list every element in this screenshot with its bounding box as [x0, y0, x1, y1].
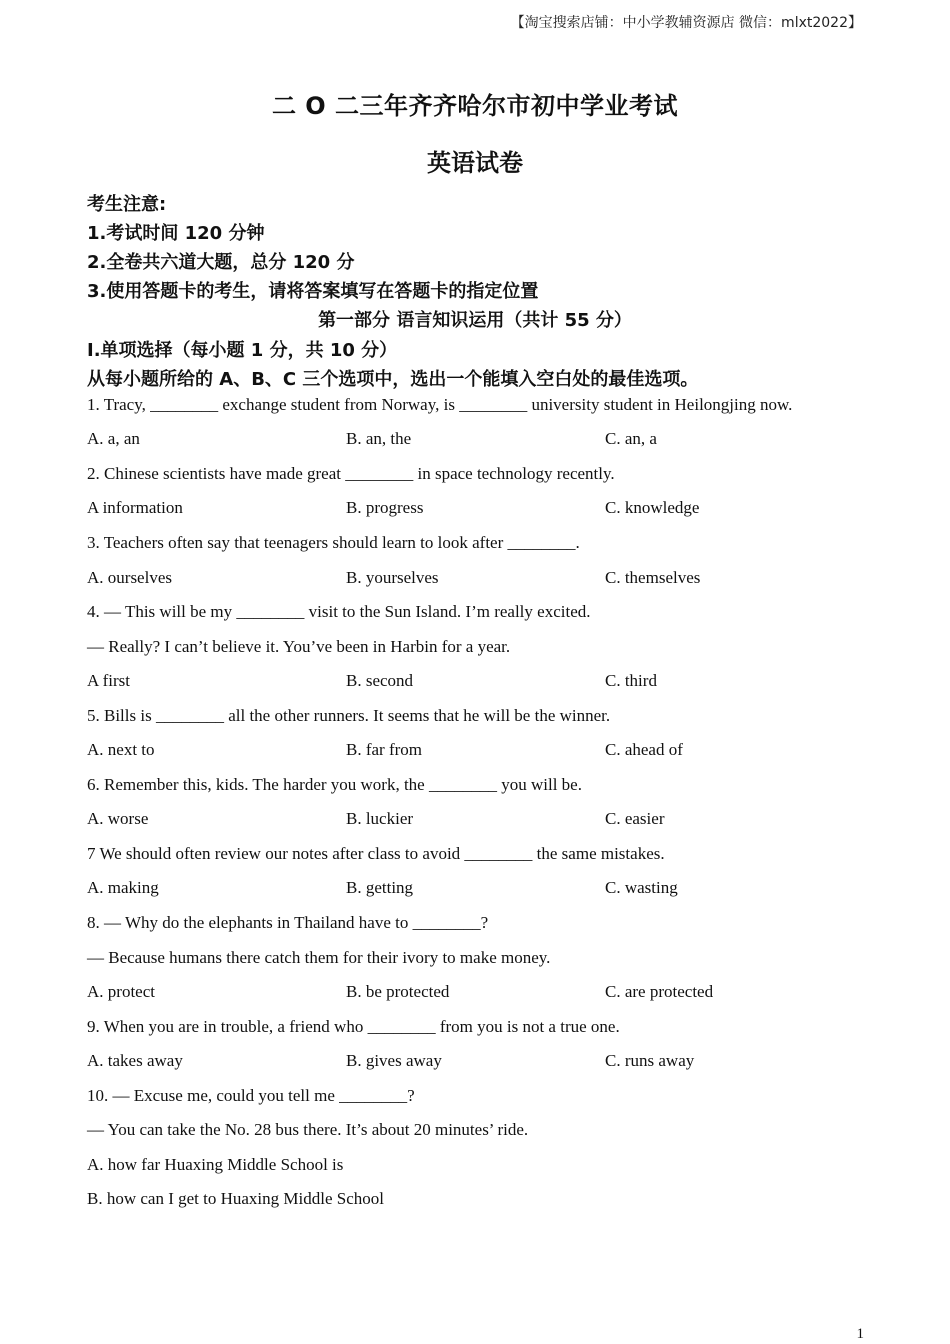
header-note: 【淘宝搜索店铺：中小学教辅资源店 微信：mlxt2022】 [510, 15, 862, 31]
option-a: A. worse [87, 809, 149, 828]
option-b: B. an, the [346, 429, 412, 448]
question-stem-response: — Really? I can’t believe it. You’ve been in Harbin for a year. [87, 637, 511, 656]
question-stem: 9. When you are in trouble, a friend who ________ from you is not a true one. [87, 1017, 620, 1036]
question-stem: 4. — This will be my ________ visit to the Sun Island. I’m really excited. [87, 602, 591, 621]
question-stem-response: — You can take the No. 28 bus there. It’s about 20 minutes’ ride. [87, 1120, 529, 1139]
option-a: A. a, an [87, 429, 140, 448]
question-stem: 7 We should often review our notes after class to avoid ________ the same mistakes. [87, 844, 665, 863]
question-stem: 8. — Why do the elephants in Thailand have to ________? [87, 913, 489, 932]
question-stem: 10. — Excuse me, could you tell me ________? [87, 1086, 415, 1105]
option-a: A. making [87, 878, 159, 897]
question-stem: 2. Chinese scientists have made great ________ in space technology recently. [87, 464, 615, 483]
option-c: C. easier [605, 809, 665, 828]
notice-item: 2.全卷共六道大题，总分 120 分 [87, 252, 355, 273]
notice-item: 1.考试时间 120 分钟 [87, 223, 265, 244]
notice-item: 3.使用答题卡的考生，请将答案填写在答题卡的指定位置 [87, 281, 539, 302]
notice-heading: 考生注意: [87, 194, 167, 215]
question-stem-response: — Because humans there catch them for their ivory to make money. [87, 948, 551, 967]
option-c: C. runs away [605, 1051, 695, 1070]
option-c: C. wasting [605, 878, 678, 897]
option-b: B. far from [346, 740, 423, 759]
option-b: B. getting [346, 878, 414, 897]
option-c: C. third [605, 671, 657, 690]
section-title: Ⅰ.单项选择（每小题 1 分，共 10 分） [87, 340, 398, 361]
page-number: 1 [856, 1326, 864, 1342]
option-a: A. protect [87, 982, 155, 1001]
question-stem: 3. Teachers often say that teenagers should learn to look after ________. [87, 533, 580, 552]
option-a: A. how far Huaxing Middle School is [87, 1155, 344, 1174]
part-title: 第一部分 语言知识运用（共计 55 分） [318, 310, 632, 331]
option-a: A. takes away [87, 1051, 183, 1070]
option-c: C. an, a [605, 429, 657, 448]
option-a: A first [87, 671, 130, 690]
option-c: C. themselves [605, 568, 701, 587]
option-b: B. progress [346, 498, 424, 517]
option-c: C. knowledge [605, 498, 700, 517]
option-b: B. luckier [346, 809, 414, 828]
exam-title: 二 O 二三年齐齐哈尔市初中学业考试 [271, 92, 679, 120]
option-c: C. ahead of [605, 740, 683, 759]
option-b: B. yourselves [346, 568, 439, 587]
option-a: A. ourselves [87, 568, 172, 587]
section-instruction: 从每小题所给的 A、B、C 三个选项中，选出一个能填入空白处的最佳选项。 [87, 369, 699, 390]
option-b: B. how can I get to Huaxing Middle School [87, 1189, 384, 1208]
option-b: B. second [346, 671, 414, 690]
option-a: A information [87, 498, 183, 517]
exam-subtitle: 英语试卷 [427, 149, 523, 177]
question-stem: 1. Tracy, ________ exchange student from Norway, is ________ university student in Heilongjing now. [87, 395, 793, 414]
option-c: C. are protected [605, 982, 714, 1001]
option-a: A. next to [87, 740, 155, 759]
option-b: B. be protected [346, 982, 450, 1001]
question-stem: 5. Bills is ________ all the other runners. It seems that he will be the winner. [87, 706, 611, 725]
question-stem: 6. Remember this, kids. The harder you work, the ________ you will be. [87, 775, 582, 794]
option-b: B. gives away [346, 1051, 442, 1070]
